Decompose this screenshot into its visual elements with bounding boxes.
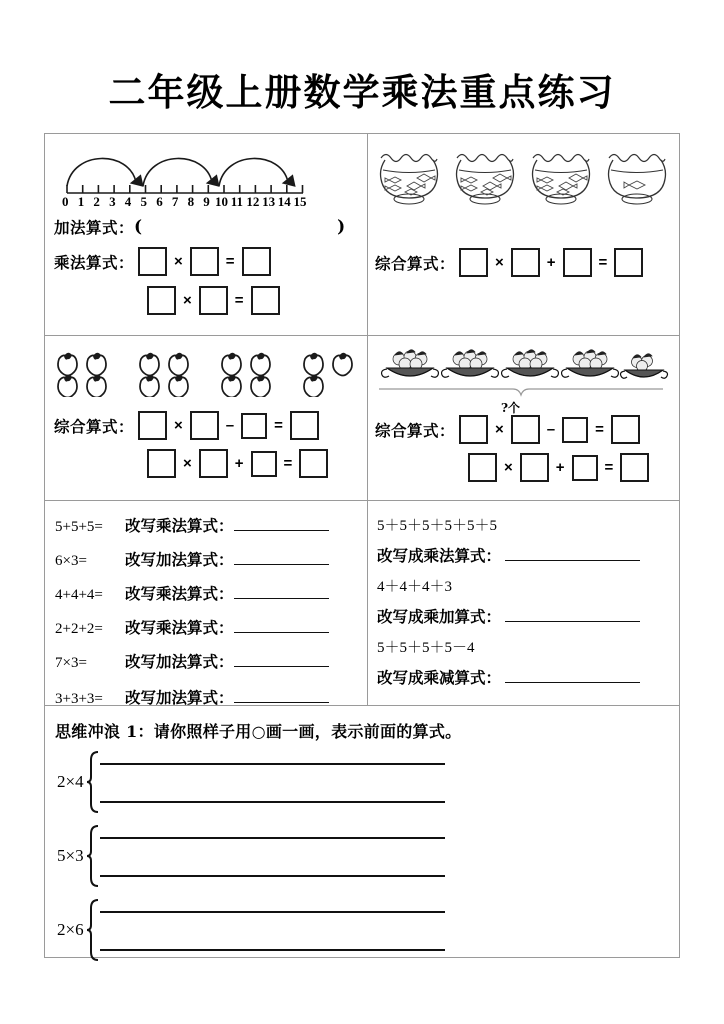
cell-rewrite-left <box>45 502 367 705</box>
divider-vertical-top <box>367 134 368 705</box>
combined-formula-label: 综合算式： <box>54 416 135 436</box>
answer-box[interactable] <box>290 411 319 440</box>
brace-icon <box>86 825 100 887</box>
exercise-instruction: 改写成乘加算式： <box>377 607 502 626</box>
answer-box[interactable] <box>520 453 549 482</box>
operator-multiply: × <box>174 417 183 434</box>
answer-box[interactable] <box>199 286 228 315</box>
answer-blank[interactable] <box>234 598 329 599</box>
instruction-item <box>377 666 672 688</box>
exercise-instruction: 改写成乘法算式： <box>377 546 502 565</box>
exercise-expression: 5＋5＋5＋5－4 <box>377 640 475 656</box>
exercise-row <box>55 686 360 708</box>
operator-equals: = <box>274 417 283 434</box>
exercise-expression: 2+2+2= <box>55 621 103 637</box>
answer-box[interactable] <box>611 415 640 444</box>
exercise-instruction: 改写乘法算式： <box>125 516 234 535</box>
operator-multiply: × <box>495 421 504 438</box>
answer-lines[interactable] <box>100 825 445 887</box>
answer-box[interactable] <box>614 248 643 277</box>
combined-equation-row-1 <box>138 411 319 440</box>
apple-group-four <box>219 345 279 397</box>
combined-equation-row-1 <box>459 415 640 444</box>
worksheet-table <box>44 133 680 958</box>
answer-box[interactable] <box>299 449 328 478</box>
rewrite-exercise-list <box>55 514 360 708</box>
cell-fruit-baskets <box>369 337 679 500</box>
fishbowl-full <box>375 142 443 216</box>
expression-item <box>377 636 672 657</box>
answer-box[interactable] <box>562 417 588 443</box>
cell-fishbowls <box>369 134 679 335</box>
apple-group-four <box>55 345 115 397</box>
exercise-expression: 5＋5＋5＋5＋5＋5 <box>377 518 498 534</box>
exercise-expression: 4+4+4= <box>55 587 103 603</box>
answer-box[interactable] <box>199 449 228 478</box>
apple-picture <box>55 345 361 397</box>
answer-blank[interactable] <box>234 666 329 667</box>
divider-row1-row2 <box>45 335 679 336</box>
write-line[interactable] <box>100 875 445 877</box>
exercise-instruction: 改写乘法算式： <box>125 584 234 603</box>
operator-equals: = <box>225 253 235 270</box>
multiplication-equation-row-1 <box>138 247 271 276</box>
exercise-expression: 7×3= <box>55 655 87 671</box>
combined-equation-row-2 <box>147 449 328 478</box>
cell-rewrite-right <box>369 502 679 705</box>
brace-icon <box>86 899 100 961</box>
operator-equals: = <box>598 254 608 271</box>
operator-equals: = <box>604 459 614 476</box>
answer-box[interactable] <box>242 247 271 276</box>
answer-blank[interactable] <box>234 632 329 633</box>
answer-box[interactable] <box>138 411 167 440</box>
answer-box[interactable] <box>241 413 267 439</box>
answer-blank[interactable] <box>505 621 640 622</box>
multiplication-equation-row-2 <box>147 286 280 315</box>
answer-box[interactable] <box>190 247 219 276</box>
answer-box[interactable] <box>459 415 488 444</box>
answer-box[interactable] <box>563 248 592 277</box>
fruit-basket-picture <box>373 343 673 401</box>
write-line[interactable] <box>100 763 445 765</box>
answer-blank[interactable] <box>234 702 329 703</box>
brace-icon <box>86 751 100 813</box>
answer-box[interactable] <box>251 451 277 477</box>
brace-label: ?个 <box>501 401 521 415</box>
apple-group-four <box>137 345 197 397</box>
answer-box[interactable] <box>147 449 176 478</box>
write-line[interactable] <box>100 801 445 803</box>
fishbowl-single <box>603 142 671 216</box>
exercise-instruction: 改写乘法算式： <box>125 618 234 637</box>
expression-item <box>377 514 672 535</box>
cell-thinking-challenge <box>45 707 681 957</box>
operator-multiply: × <box>174 253 183 270</box>
answer-box[interactable] <box>147 286 176 315</box>
write-line[interactable] <box>100 911 445 913</box>
instruction-item <box>377 544 672 566</box>
operator-equals: = <box>283 455 293 472</box>
section-heading: 思维冲浪 1：请你照样子用○画一画，表示前面的算式。 <box>55 722 462 741</box>
cell-apples <box>45 337 367 500</box>
fishbowl-picture <box>375 142 671 216</box>
answer-box[interactable] <box>572 455 598 481</box>
exercise-row <box>55 616 360 638</box>
answer-box[interactable] <box>138 247 167 276</box>
fishbowl-full <box>451 142 519 216</box>
multiplication-formula-label: 乘法算式： <box>54 252 135 272</box>
operator-multiply: × <box>504 459 513 476</box>
exercise-expression: 3+3+3= <box>55 691 103 707</box>
exercise-expression: 5+5+5= <box>55 519 103 535</box>
combined-formula-label: 综合算式： <box>375 253 456 273</box>
write-line[interactable] <box>100 837 445 839</box>
operator-multiply: × <box>183 455 192 472</box>
operator-equals: = <box>234 292 244 309</box>
write-line[interactable] <box>100 949 445 951</box>
operator-plus: + <box>546 254 556 271</box>
answer-box[interactable] <box>511 415 540 444</box>
page-title: 二年级上册数学乘法重点练习 <box>108 70 616 114</box>
addition-answer-space[interactable] <box>142 218 337 236</box>
drawing-problem <box>57 825 445 887</box>
exercise-expression: 6×3= <box>55 553 87 569</box>
exercise-instruction: 改写加法算式： <box>125 688 234 707</box>
operator-minus: – <box>546 421 556 438</box>
answer-box[interactable] <box>190 411 219 440</box>
problem-expression: 2×4 <box>57 772 84 791</box>
operator-multiply: × <box>495 254 504 271</box>
answer-blank[interactable] <box>505 560 640 561</box>
paren-open: ( <box>134 217 143 237</box>
instruction-item <box>377 605 672 627</box>
exercise-row <box>55 582 360 604</box>
combined-equation <box>459 248 643 277</box>
paren-close: ) <box>337 217 346 237</box>
answer-blank[interactable] <box>234 564 329 565</box>
fishbowl-full <box>527 142 595 216</box>
exercise-instruction: 改写成乘减算式： <box>377 668 502 687</box>
operator-plus: + <box>555 459 565 476</box>
addition-formula-label: 加法算式： <box>54 218 135 237</box>
exercise-expression: 4＋4＋4＋3 <box>377 579 453 595</box>
operator-plus: + <box>234 455 244 472</box>
problem-expression: 2×6 <box>57 920 84 939</box>
exercise-row <box>55 514 360 536</box>
answer-box[interactable] <box>459 248 488 277</box>
answer-blank[interactable] <box>505 682 640 683</box>
number-line-tick-labels: 0 1 2 3 4 5 6 7 8 9 10 11 12 13 14 15 <box>62 194 307 209</box>
drawing-problem <box>57 751 445 813</box>
operator-multiply: × <box>183 292 192 309</box>
answer-lines[interactable] <box>100 899 445 961</box>
combined-equation-row-2 <box>468 453 649 482</box>
operator-minus: – <box>225 417 235 434</box>
drawing-problem <box>57 899 445 961</box>
exercise-row <box>55 548 360 570</box>
answer-box[interactable] <box>511 248 540 277</box>
answer-lines[interactable] <box>100 751 445 813</box>
cell-number-line <box>45 134 367 335</box>
answer-box[interactable] <box>620 453 649 482</box>
answer-box[interactable] <box>468 453 497 482</box>
divider-row2-row3 <box>45 500 679 501</box>
answer-box[interactable] <box>251 286 280 315</box>
combined-formula-label: 综合算式： <box>375 420 456 440</box>
problem-expression: 5×3 <box>57 846 84 865</box>
operator-equals: = <box>595 421 604 438</box>
expression-item <box>377 575 672 596</box>
exercise-row <box>55 650 360 672</box>
apple-group-three <box>301 345 361 397</box>
exercise-instruction: 改写加法算式： <box>125 652 234 671</box>
answer-blank[interactable] <box>234 530 329 531</box>
exercise-instruction: 改写加法算式： <box>125 550 234 569</box>
number-line-diagram <box>53 140 353 202</box>
